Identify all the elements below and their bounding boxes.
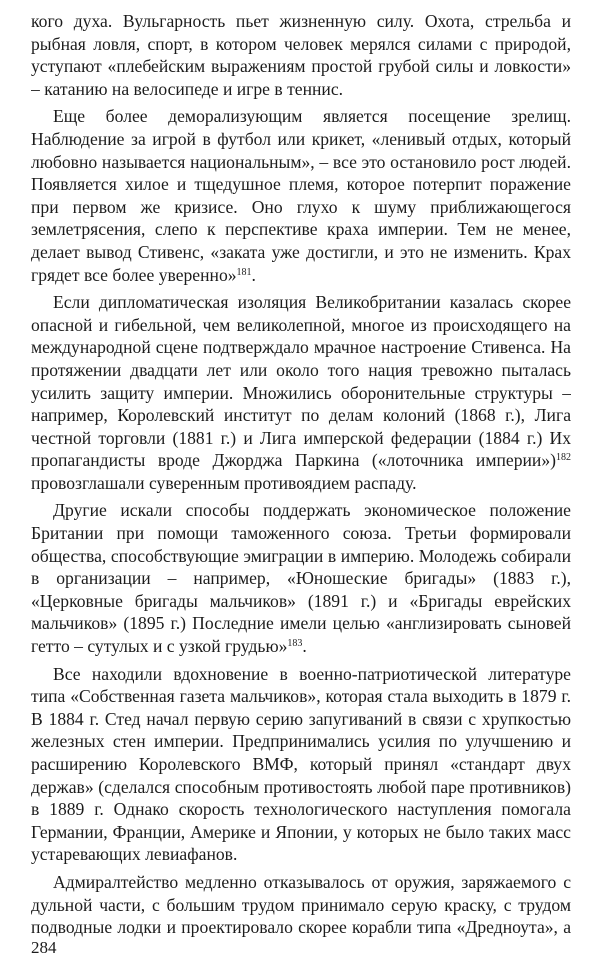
footnote-ref-183: 183 <box>287 638 303 650</box>
footnote-ref-182: 182 <box>556 452 571 464</box>
paragraph-4: Другие искали способы поддержать экономическое положение Британии при помощи таможенного союза. Третьи формировали общества, способствующие эмиграции в империю. Молодежь собирали в организации – например, «Юношеские бригады» (1883 г.), «Церковные бригады мальчиков» (1891 г.) и «Бригады еврейских мальчиков» (1895 г.) Последние имели целью «англизировать сыновей гетто – сутулых и с узкой грудью»$^{183}$. <box>31 500 571 657</box>
paragraph-1: кого духа. Вульгарность пьет жизненную силу. Охота, стрельба и рыбная ловля, спорт, в котором человек мерялся силами с природой, уступают «плебейским выражениям простой грубой силы и ловкости» – катанию на велосипеде и игре в теннис. <box>31 11 571 99</box>
page-number: 284 <box>31 938 57 957</box>
paragraph-3: Если дипломатическая изоляция Великобритании казалась скорее опасной и гибельной, чем великолепной, многое из происходящего на международной сцене подтверждало мрачное настроение Стивенса. На протяжении двадцати лет или около того нация тревожно пыталась усилить защиту империи. Множились оборонительные структуры – например, Королевский институт по делам колоний (1868 г.), Лига честной торговли (1881 г.) и Лига имперской федерации (1884 г.) Их пропагандисты вроде Джорджа Паркина («лоточника империи»)$^{182}$ провозглашали суверенным противоядием распаду. <box>31 292 571 493</box>
paragraph-2: Еще более деморализующим является посещение зрелищ. Наблюдение за игрой в футбол или крикет, «ленивый отдых, который любовно называется национальным», – все это остановило рост людей. Появляется хилое и тщедушное племя, которое потерпит поражение при первом же кризисе. Оно глухо к шуму приближающегося землетрясения, слепо к перспективе краха империи. Тем не менее, делает вывод Стивенс, «заката уже достигли, и это не изменить. Крах грядет все более уверенно»$^{181}$. <box>31 106 571 285</box>
footnote-ref-181: 181 <box>236 266 252 278</box>
book-page <box>31 10 571 940</box>
paragraph-5: Все находили вдохновение в военно-патриотической литературе типа «Собственная газета мальчиков», которая стала выходить в 1879 г. В 1884 г. Стед начал первую серию запугиваний в связи с хрупкостью железных стен империи. Предпринимались усилия по улучшению и расширению Королевского ВМФ, который принял «стандарт двух держав» (сделался способным противостоять любой паре противников) в 1889 г. Однако скорость технологического наступления помогала Германии, Франции, Америке и Японии, у которых не было таких масс устаревающих левиафанов. <box>31 663 571 865</box>
paragraph-6: Адмиралтейство медленно отказывалось от оружия, заряжаемого с дульной части, с большим трудом принимало серую краску, с трудом подводные лодки и проектировало скорее корабли типа «Дредноута», а <box>31 871 571 938</box>
